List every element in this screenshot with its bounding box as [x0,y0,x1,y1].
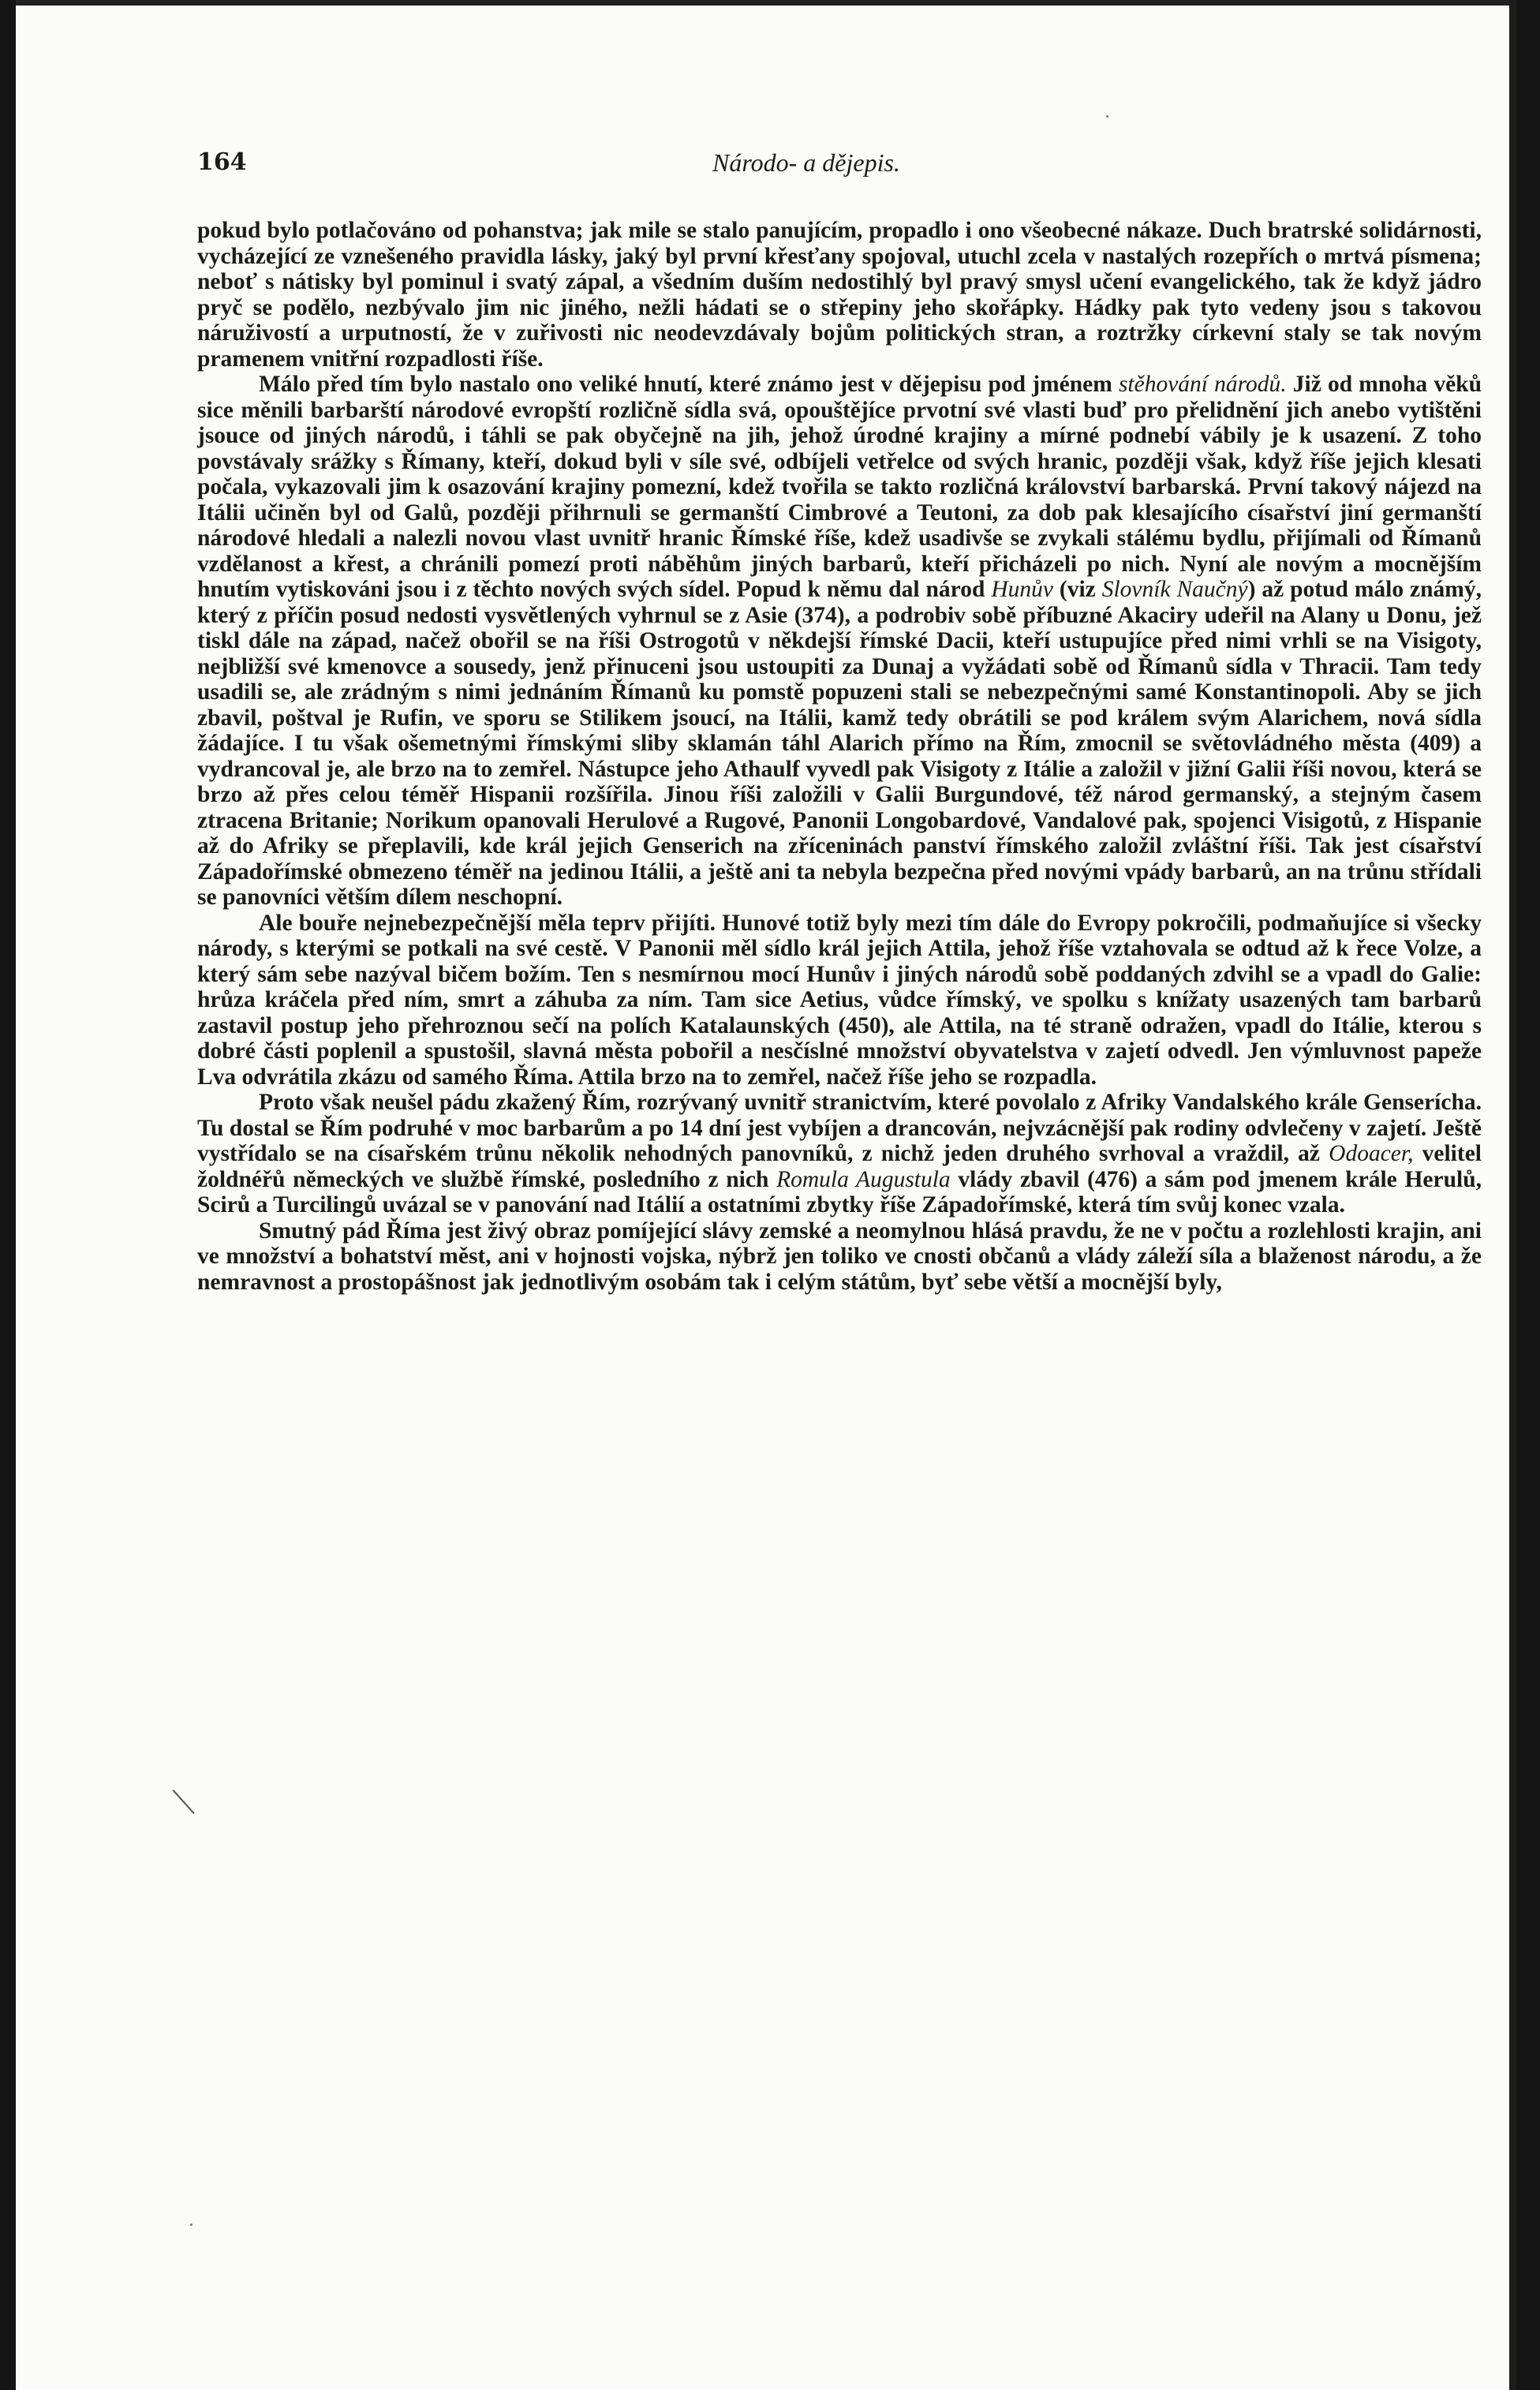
paragraph-text: (viz [1052,577,1102,602]
paragraph [197,1218,1482,1296]
scan-border-top [16,0,1516,6]
paragraph-text: Již od mnoha věků sice měnili barbarští národové evropští rozličně sídla svá, opouštějíce prvotní své vlasti buď pro přelidnění jich anebo vytištěni jsouce od jiných národů, i táhli se pak obyčejně na jih, jehož úrodné krajiny a mírné podnebí vábily je k usazení. Z toho povstávaly srážky s Římany, kteří, dokud byli v síle své, odbíjeli vetřelce od svých hranic, později však, když říše jejich klesati počala, vykazovali jim k osazování krajiny pomezní, kdež tvořila se takto rozličná království barbarská. První takový nájezd na Itálii učiněn byl od Galů, později přihrnuli se germanští Cimbrové a Teutoni, za dob pak klesajícího císařství jiní germanští národové hledali a nalezli novou vlast uvnitř hranic Římské říše, kdež usadivše se zvykali stálému bydlu, přijímali od Římanů vzdělanost a křest, a chránili pomezí proti náběhům jiných barbarů, kteří přicházeli po nich. Nyní ale novým a mocnějším hnutím vytiskováni jsou i z těchto nových svých sídel. Popud k němu dal národ [197,372,1482,602]
italic-term: Hunův [991,577,1053,602]
italic-term: Slovník Naučný [1101,577,1248,602]
running-title: Národo- a dějepis. [712,148,900,177]
page-header [197,147,1467,178]
paragraph-text: Proto však neušel pádu zkažený Řím, rozrývaný uvnitř stranictvím, které povolalo z Afriky Vandalského krále Genserícha. Tu dostal se Řím podruhé v moc barbarům a po 14 dní jest vybíjen a drancován, nejvzácnější pak rodiny odvlečeny v zajetí. Ještě vystřídalo se na císařském trůnu několik nehodných panovníků, z nichž jeden druhého svrhoval a vraždil, až [197,1090,1482,1166]
paragraph-text: Málo před tím bylo nastalo ono veliké hnutí, které známo jest v dějepisu pod jménem [259,372,1119,397]
paragraph-text: velitel žoldnéřů německých ve službě římské, posledního z nich [197,1141,1482,1192]
italic-term: stěhování národů. [1118,372,1287,397]
paragraph-text: Ale bouře nejnebezpečnější měla teprv přijíti. Hunové totiž byly mezi tím dále do Evropy pokročili, podmaňujíce si všecky národy, s kterými se potkali na své cestě. V Panonii měl sídlo král jejich Attila, jehož říše vztahovala se odtud až k řece Volze, a který sám sebe nazýval bičem božím. Ten s nesmírnou mocí Hunův i jiných národů sobě poddaných zdvihl se a vpadl do Galie: hrůza kráčela před ním, smrt a záhuba za ním. Tam sice Aetius, vůdce římský, ve spolku s knížaty usazených tam barbarů zastavil postup jeho přehroznou sečí na polích Katalaunských (450), ale Attila, na té straně odražen, vpadl do Itálie, kterou s dobré části poplenil a spustošil, slavná města pobořil a nesčíslné množství obyvatelstva v zajetí odvedl. Jen výmluvnost papeže Lva odvrátila zkázu od samého Říma. Attila brzo na to zemřel, načež říše jeho se rozpadla. [197,910,1482,1090]
paragraph-text: pokud bylo potlačováno od pohanstva; jak mile se stalo panujícím, propadlo i ono všeobecné nákaze. Duch bratrské solidárnosti, vycházející ze vznešeného pravidla lásky, jaký byl první křesťany spojoval, utuchl zcela v nastalých rozepřích o mrtvá písmena; neboť s nátisky byl pominul i svatý zápal, a všedním duším nedostihlý byl pravý smysl učení evangelického, tak že když jádro pryč se podělo, nezbývalo jim nic jiného, nežli hádati se o střepiny jeho skořápky. Hádky pak tyto vedeny jsou s takovou náruživostí a urputností, že v zuřivosti nic neodevzdávaly bojům politických stran, a roztržky církevní staly se tak novým pramenem vnitřní rozpadlosti říše. [197,218,1482,372]
speck [1106,115,1108,118]
speck [190,2224,192,2226]
paragraph [197,911,1482,1090]
page-number: 164 [197,148,247,176]
scan-border-right [1509,0,1516,2390]
paragraph [197,218,1482,372]
paragraph-text: vlády zbavil (476) a sám pod jmenem krále Herulů, Scirů a Turcilingů uvázal se v panování nad Itálií a ostatními zbytky říše Západořímské, která tím svůj konec vzala. [197,1166,1482,1217]
italic-term: Romula Augustula [776,1166,951,1192]
paragraph [197,1090,1482,1218]
paragraph [197,372,1482,911]
paragraph-text: Smutný pád Říma jest živý obraz pomíjející slávy zemské a neomylnou hlásá pravdu, že ne v počtu a rozlehlosti krajin, ani ve množství a bohatství měst, ani v hojnosti vojska, nýbrž jen toliko ve cnosti občanů a vlády záleží síla a blaženost národu, a že nemravnost a prostopášnost jak jednotlivým osobám tak i celým státům, byť sebe větší a mocnější byly, [197,1217,1482,1295]
body-text [197,218,1482,1295]
book-page [16,0,1516,2390]
pencil-mark [173,1790,195,1814]
italic-term: Odoacer, [1329,1141,1414,1166]
paragraph-text: ) až potud málo známý, který z příčin posud nedosti vysvětlených vyhrnul se z Asie (374), a podrobiv sobě příbuzné Akaciry udeřil na Alany u Donu, jež tiskl dále na západ, načež obořil se na říši Ostrogotů v někdejší římské Dacii, kteří ustupujíce před nimi vrhli se na Visigoty, nejbližší své kmenovce a sousedy, jenž přinuceni jsou ustoupiti za Dunaj a vyžádati sobě od Římanů sídla v Thracii. Tam tedy usadili se, ale zrádným s nimi jednáním Římanů ku pomstě popuzeni stali se nebezpečnými samé Konstantinopoli. Aby se jich zbavil, poštval je Rufin, ve sporu se Stilikem jsoucí, na Itálii, kamž tedy obrátili se pod králem svým Alarichem, nová sídla žádajíce. I tu však ošemetnými římskými sliby sklamán táhl Alarich přímo na Řím, zmocnil se světovládného města (409) a vydrancoval je, ale brzo na to zemřel. Nástupce jeho Athaulf vyvedl pak Visigoty z Itálie a založil v jižní Galii říši novou, která se brzo až přes celou téměř Hispanii rozšířila. Jinou říši založili v Galii Burgundové, též národ germanský, a stejným časem ztracena Britanie; Norikum opanovali Herulové a Rugové, Panonii Longobardové, Vandalové pak, spojenci Visigotů, z Hispanie až do Afriky se přeplavili, kde král jejich Genserich na zříceninách panství římského založil zvláštní říši. Tak jest císařství Západořímské obmezeno téměř na jedinou Itálii, a ještě ani ta nebyla bezpečna před novými vpády barbarů, an na trůnu střídali se panovníci větším dílem neschopní. [197,577,1482,910]
